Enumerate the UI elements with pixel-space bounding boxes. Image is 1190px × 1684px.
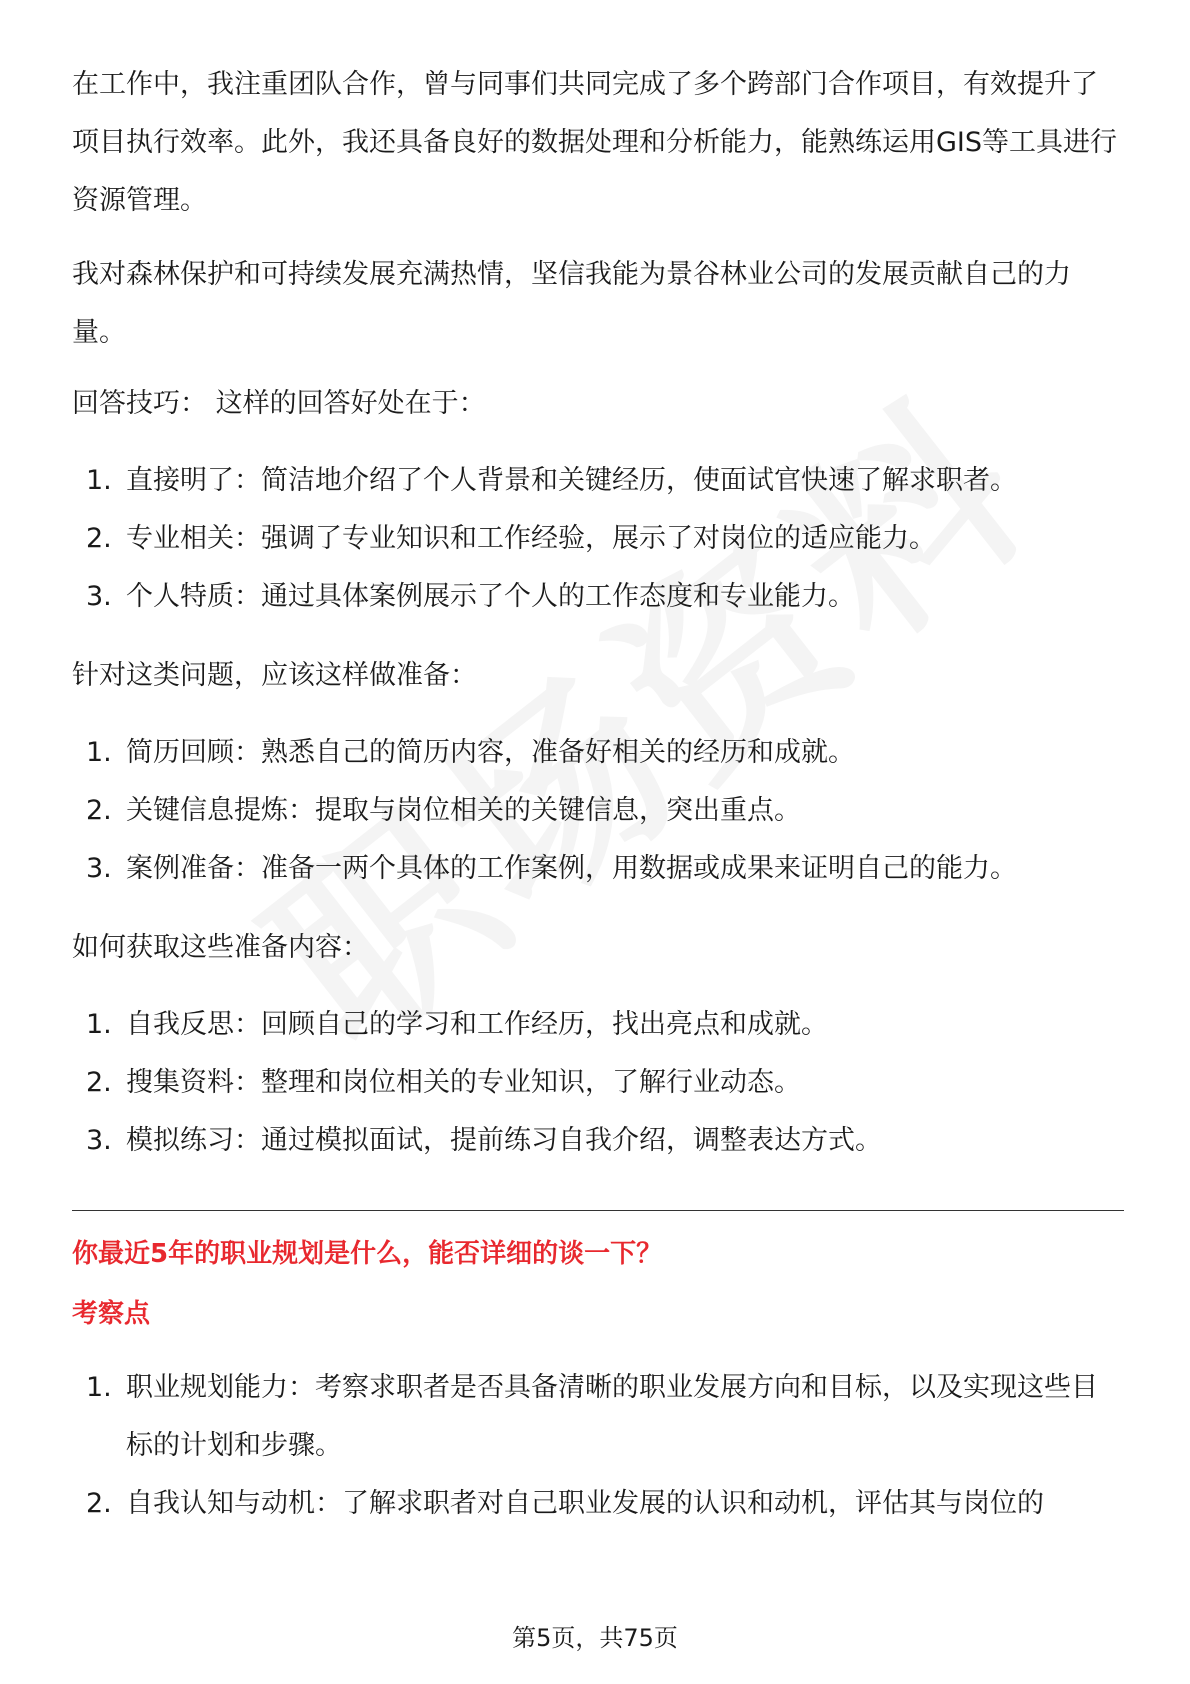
section-divider: [72, 1210, 1124, 1211]
list-number: 1.: [86, 737, 112, 768]
list-item: [72, 840, 1124, 898]
list-item-text: 案例准备：准备一两个具体的工作案例，用数据或成果来证明自己的能力。: [126, 853, 1017, 884]
prepare-list: [72, 724, 1124, 898]
list-item: [72, 1054, 1124, 1112]
list-item-text: 专业相关：强调了专业知识和工作经验，展示了对岗位的适应能力。: [126, 523, 936, 554]
list-item-text: 关键信息提炼：提取与岗位相关的关键信息，突出重点。: [126, 795, 801, 826]
list-number: 1.: [86, 465, 112, 496]
prepare-heading: 针对这类问题，应该这样做准备：: [72, 660, 477, 691]
tips-list: [72, 452, 1124, 626]
list-item-text: 直接明了：简洁地介绍了个人背景和关键经历，使面试官快速了解求职者。: [126, 465, 1017, 496]
obtain-list: [72, 996, 1124, 1170]
list-item: [72, 452, 1124, 510]
question-subheading: 考察点: [72, 1299, 151, 1329]
list-item-text: 个人特质：通过具体案例展示了个人的工作态度和专业能力。: [126, 581, 855, 612]
list-number: 3.: [86, 581, 112, 612]
question-points-list: [72, 1359, 1124, 1533]
list-number: 2.: [86, 523, 112, 554]
list-number: 1.: [86, 1372, 112, 1403]
list-item-text: 自我认知与动机：了解求职者对自己职业发展的认识和动机，评估其与岗位的: [126, 1488, 1044, 1519]
list-number: 2.: [86, 1488, 112, 1519]
obtain-heading: 如何获取这些准备内容：: [72, 932, 369, 963]
list-number: 2.: [86, 1067, 112, 1098]
list-item-text: 职业规划能力：考察求职者是否具备清晰的职业发展方向和目标，以及实现这些目标的计划和步骤。: [126, 1372, 1098, 1461]
list-item-text: 搜集资料：整理和岗位相关的专业知识，了解行业动态。: [126, 1067, 801, 1098]
list-item: [72, 782, 1124, 840]
list-item-text: 自我反思：回顾自己的学习和工作经历，找出亮点和成就。: [126, 1009, 828, 1040]
list-number: 1.: [86, 1009, 112, 1040]
list-item-text: 模拟练习：通过模拟面试，提前练习自我介绍，调整表达方式。: [126, 1125, 882, 1156]
tips-heading: 回答技巧： 这样的回答好处在于：: [72, 388, 486, 419]
list-item: [72, 724, 1124, 782]
document-page: [72, 56, 1124, 1563]
page-number: 第5页，共75页: [512, 1624, 678, 1652]
intro-paragraph-1: 在工作中，我注重团队合作，曾与同事们共同完成了多个跨部门合作项目，有效提升了项目执行效率。此外，我还具备良好的数据处理和分析能力，能熟练运用GIS等工具进行资源管理。: [72, 69, 1118, 216]
list-number: 3.: [86, 1125, 112, 1156]
intro-paragraph-2: 我对森林保护和可持续发展充满热情，坚信我能为景谷林业公司的发展贡献自己的力量。: [72, 259, 1071, 348]
list-number: 2.: [86, 795, 112, 826]
list-item: [72, 1359, 1124, 1475]
list-item: [72, 510, 1124, 568]
list-item: [72, 996, 1124, 1054]
list-number: 3.: [86, 853, 112, 884]
list-item: [72, 568, 1124, 626]
list-item-text: 简历回顾：熟悉自己的简历内容，准备好相关的经历和成就。: [126, 737, 855, 768]
list-item: [72, 1112, 1124, 1170]
question-title: 你最近5年的职业规划是什么，能否详细的谈一下？: [72, 1239, 663, 1269]
list-item: [72, 1475, 1124, 1533]
